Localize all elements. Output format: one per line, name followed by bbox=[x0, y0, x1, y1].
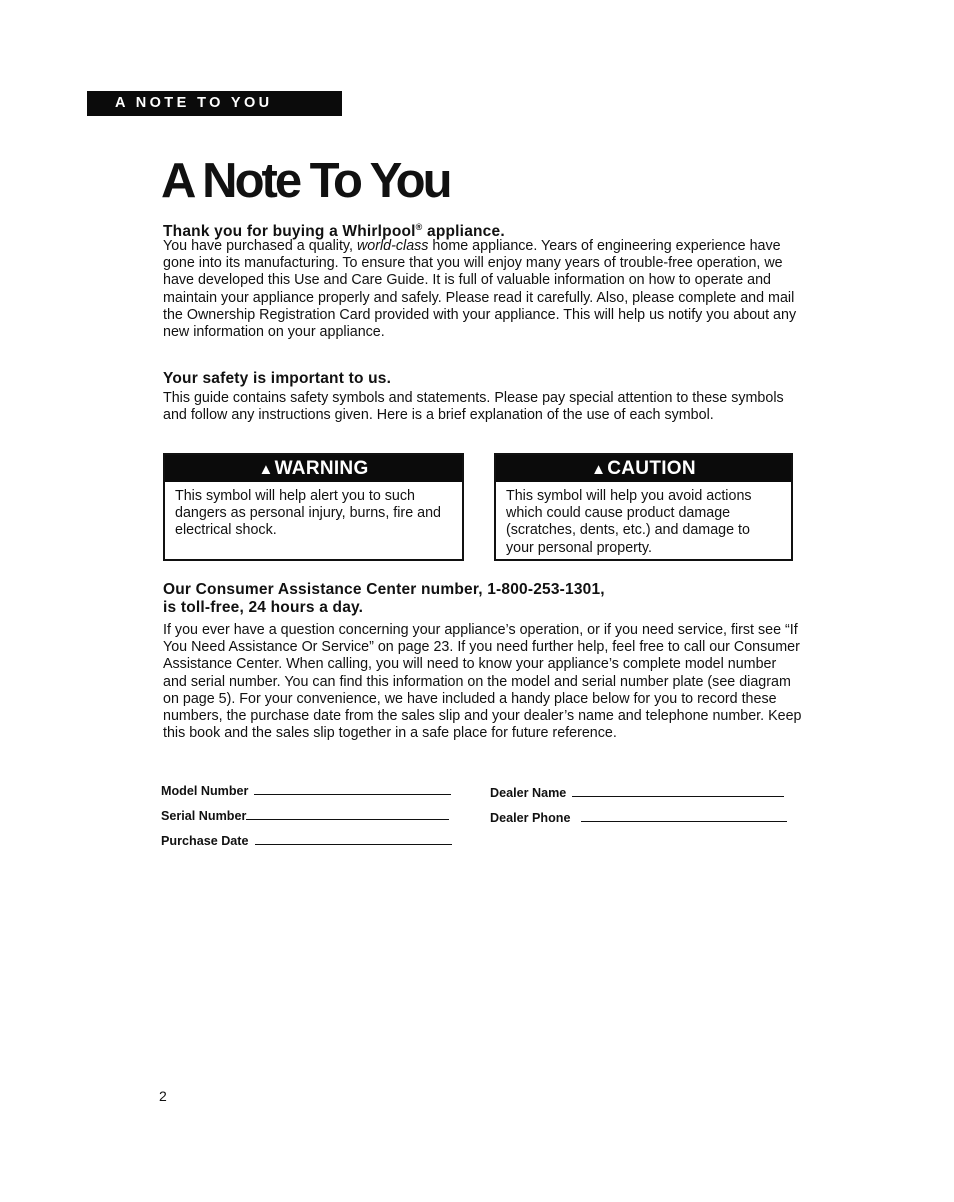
thanks-text-after: home appliance. Years of engineering experience have gone into its manufacturing. To ensure that you will enjoy many years of trouble-free operation, we have developed this Use and Care Guide. It is full of valuable information on how to operate and maintain your appliance properly and safely. Please read it carefully. Also, please complete and mail the Ownership Registration Card provided with your appliance. This will help us notify you about any new information on your appliance. bbox=[163, 238, 797, 341]
purchase-date-line[interactable] bbox=[255, 844, 452, 845]
assistance-heading-line2: is toll-free, 24 hours a day. bbox=[163, 599, 364, 616]
dealer-phone-line[interactable] bbox=[581, 821, 787, 822]
serial-number-line[interactable] bbox=[246, 819, 449, 820]
dealer-name-field[interactable] bbox=[490, 782, 784, 800]
safety-heading: Your safety is important to us. bbox=[163, 370, 392, 387]
caution-label: CAUTION bbox=[607, 458, 696, 479]
warning-box bbox=[163, 453, 464, 561]
model-number-label: Model Number bbox=[161, 784, 249, 798]
caution-triangle-icon: ▲ bbox=[591, 461, 607, 478]
dealer-name-label: Dealer Name bbox=[490, 786, 567, 800]
warning-triangle-icon: ▲ bbox=[258, 461, 274, 478]
model-number-field[interactable] bbox=[161, 780, 451, 798]
dealer-phone-field[interactable] bbox=[490, 807, 787, 825]
purchase-date-label: Purchase Date bbox=[161, 834, 249, 848]
thanks-heading-text: Thank you for buying a Whirlpool bbox=[163, 223, 416, 241]
thanks-text-before: You have purchased a quality, bbox=[163, 238, 357, 254]
serial-number-label: Serial Number bbox=[161, 809, 247, 823]
dealer-phone-label: Dealer Phone bbox=[490, 811, 571, 825]
serial-number-field[interactable] bbox=[161, 805, 449, 823]
thanks-heading-end: appliance. bbox=[422, 223, 505, 241]
registered-mark: ® bbox=[415, 222, 423, 232]
caution-text: This symbol will help you avoid actions which could cause product damage (scratches, dents, etc.) and damage to your personal property. bbox=[506, 488, 752, 556]
section-tab: A NOTE TO YOU bbox=[87, 91, 342, 116]
assistance-heading-line1: Our Consumer Assistance Center number, 1-800-253-1301, bbox=[163, 581, 605, 598]
page-title: A Note To You bbox=[161, 154, 450, 208]
caution-box bbox=[494, 453, 793, 561]
thanks-paragraph bbox=[163, 238, 803, 341]
dealer-name-line[interactable] bbox=[572, 796, 784, 797]
warning-header bbox=[165, 455, 462, 482]
warning-text: This symbol will help alert you to such dangers as personal injury, burns, fire and electrical shock. bbox=[175, 488, 441, 539]
assistance-paragraph: If you ever have a question concerning your appliance’s operation, or if you need service, first see “If You Need Assistance Or Service” on page 23. If you need further help, feel free to call our Consumer Assistance Center. When calling, you will need to know your appliance’s complete model number and serial number. You can find this information on the model and serial number plate (see diagram on page 5). For your convenience, we have included a handy place below for you to record these numbers, the purchase date from the sales slip and your dealer’s name and telephone number. Keep this book and the sales slip together in a safe place for future reference. bbox=[163, 622, 802, 742]
page-number: 2 bbox=[159, 1088, 167, 1104]
warning-label: WARNING bbox=[274, 458, 369, 479]
caution-header bbox=[496, 455, 791, 482]
model-number-line[interactable] bbox=[254, 794, 451, 795]
purchase-date-field[interactable] bbox=[161, 830, 452, 848]
thanks-text-emphasis: world-class bbox=[356, 238, 429, 254]
safety-paragraph: This guide contains safety symbols and statements. Please pay special attention to these symbols and follow any instructions given. Here is a brief explanation of the use of each symbol. bbox=[163, 390, 784, 424]
